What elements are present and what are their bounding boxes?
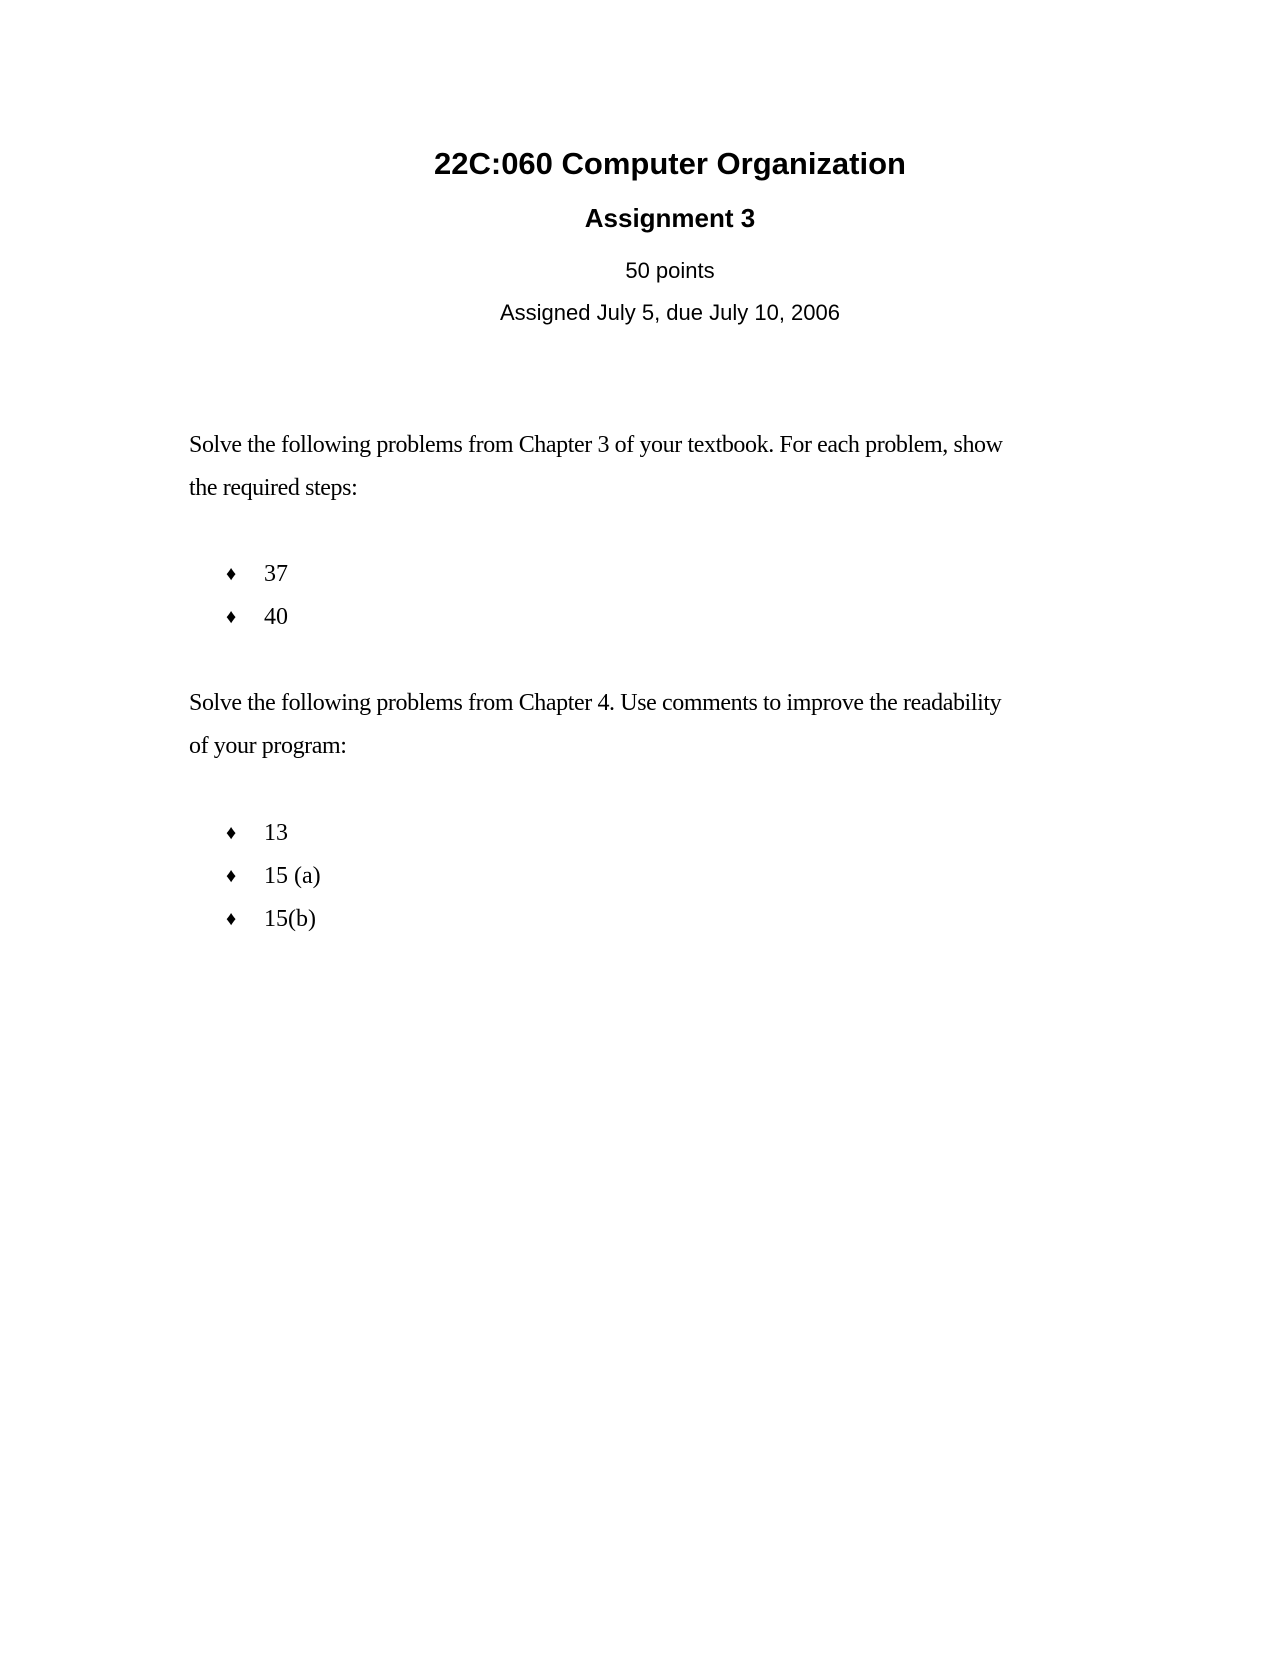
section-2-intro-line-2: of your program: [189, 733, 347, 759]
list-item [226, 812, 321, 855]
diamond-bullet-icon: ♦ [226, 606, 237, 628]
problem-number: 37 [264, 561, 288, 587]
points-text: 50 points [625, 258, 715, 283]
dates-text: Assigned July 5, due July 10, 2006 [499, 300, 840, 325]
list-item [226, 553, 288, 596]
section-1-intro-line-2: the required steps: [189, 475, 358, 501]
diamond-bullet-icon: ♦ [226, 908, 237, 930]
assignment-subtitle: Assignment 3 [584, 203, 756, 233]
section-2-intro-line-1: Solve the following problems from Chapter 4. Use comments to improve the readability [189, 690, 1002, 716]
section-2-problem-list [226, 812, 321, 941]
diamond-bullet-icon: ♦ [226, 865, 237, 887]
problem-number: 15 (a) [264, 863, 321, 889]
section-1-intro-line-1: Solve the following problems from Chapter 3 of your textbook. For each problem, show [189, 432, 1003, 458]
list-item [226, 898, 321, 941]
diamond-bullet-icon: ♦ [226, 563, 237, 585]
problem-number: 13 [264, 820, 288, 846]
section-1-problem-list [226, 553, 288, 639]
diamond-bullet-icon: ♦ [226, 822, 237, 844]
list-item [226, 596, 288, 639]
document-title: 22C:060 Computer Organization [434, 146, 906, 181]
section-2-intro [189, 682, 1089, 768]
problem-number: 40 [264, 604, 288, 630]
list-item [226, 855, 321, 898]
section-1-intro [189, 424, 1089, 510]
problem-number: 15(b) [264, 906, 316, 932]
